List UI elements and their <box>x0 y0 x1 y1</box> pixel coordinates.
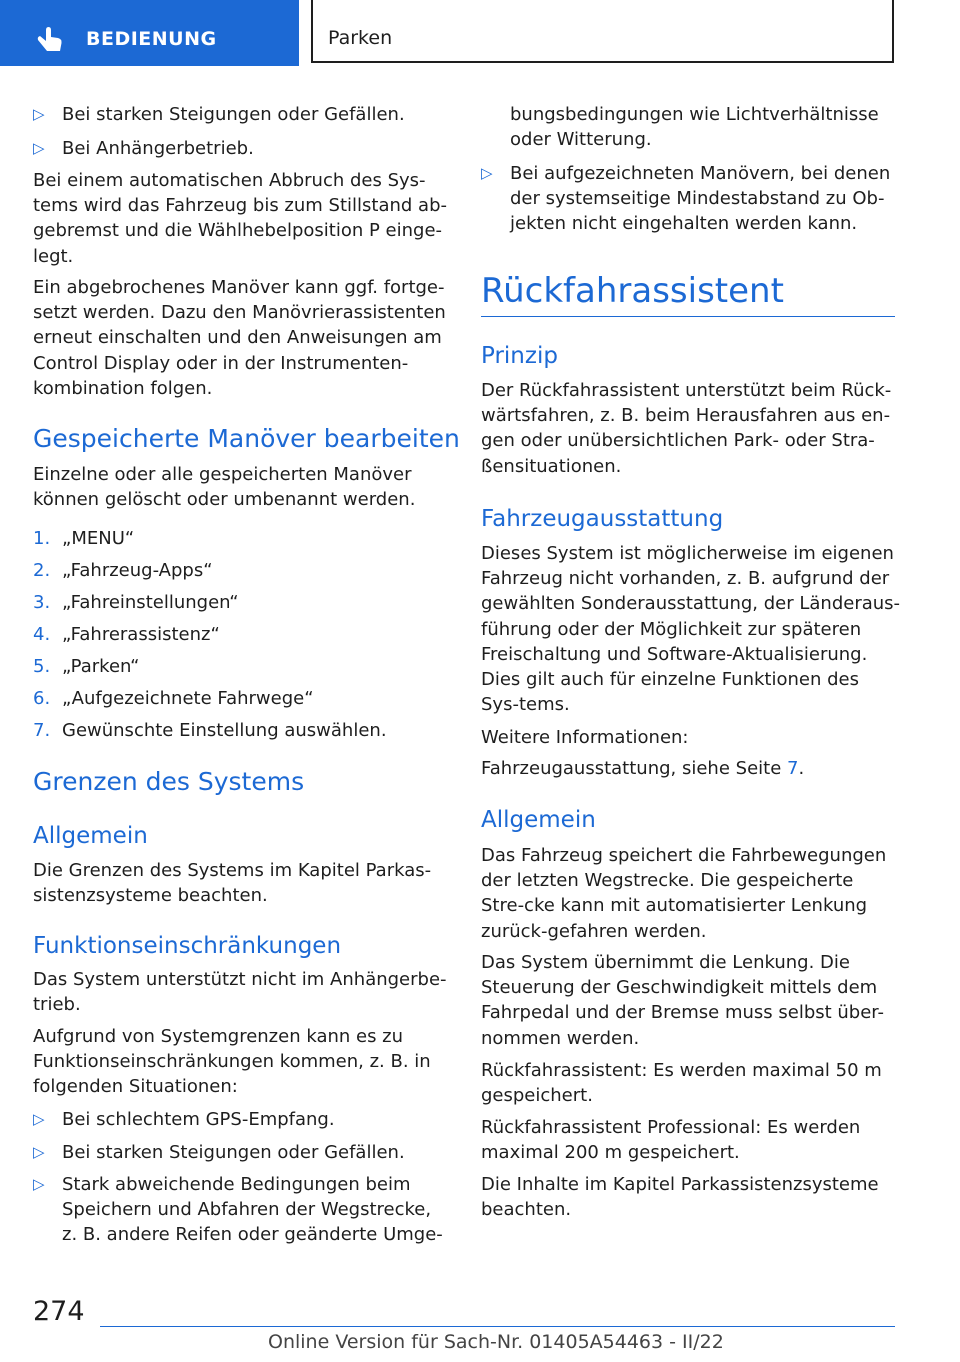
heading-general: Allgemein <box>33 823 148 849</box>
chapter-tab-parken <box>311 0 894 63</box>
paragraph: Rückfahrassistent: Es werden maximal 50 m gespeichert. <box>481 1060 882 1107</box>
section-label: BEDIENUNG <box>86 28 217 50</box>
paragraph: Das Fahrzeug speichert die Fahrbewegungen der letzten Wegstrecke. Die gespeicherte Stre-cke kann mit automatisierter Lenkung zurück-gefahren werden. <box>481 845 887 942</box>
chapter-label: Parken <box>328 27 393 49</box>
heading-system-limits: Grenzen des Systems <box>33 767 305 796</box>
paragraph: Weitere Informationen: <box>481 727 689 748</box>
triangle-bullet-icon: ▷ <box>33 105 45 123</box>
paragraph: Die Grenzen des Systems im Kapitel Parkas-sistenzsysteme beachten. <box>33 860 432 907</box>
paragraph: Der Rückfahrassistent unterstützt beim Rück-wärtsfahren, z. B. beim Herausfahren aus en-gen oder unübersichtlichen Park- oder Stra-ßensituationen. <box>481 380 892 477</box>
triangle-bullet-icon: ▷ <box>33 1143 45 1161</box>
heading-saved-maneuvers: Gespeicherte Manöver bearbeiten <box>33 424 460 453</box>
heading-vehicle-equipment: Fahrzeugausstattung <box>481 506 724 532</box>
paragraph: Das System unterstützt nicht im Anhängerbe-trieb. <box>33 969 447 1016</box>
triangle-bullet-icon: ▷ <box>33 1175 45 1193</box>
paragraph: Ein abgebrochenes Manöver kann ggf. fortge-setzt werden. Dazu den Manövrierassistenten erneut einschalten und den Anweisungen am Control Display oder in der Instrumenten-kombination folgen. <box>33 277 446 399</box>
heading-reverse-assistant: Rückfahrassistent <box>481 271 784 311</box>
heading-principle: Prinzip <box>481 343 558 369</box>
page-number: 274 <box>33 1296 85 1327</box>
heading-general: Allgemein <box>481 807 596 833</box>
page-link[interactable]: 7 <box>787 758 799 779</box>
paragraph: bungsbedingungen wie Lichtverhältnisse oder Witterung. <box>510 104 879 151</box>
page-header <box>0 0 960 66</box>
paragraph: Bei einem automatischen Abbruch des Sys-tems wird das Fahrzeug bis zum Stillstand ab-gebremst und die Wählhebelposition P einge-legt. <box>33 170 447 267</box>
section-tab-bedienung <box>0 0 299 66</box>
paragraph: Die Inhalte im Kapitel Parkassistenzsysteme beachten. <box>481 1174 879 1221</box>
paragraph: Aufgrund von Systemgrenzen kann es zu Funktionseinschränkungen kommen, z. B. in folgenden Situationen: <box>33 1026 431 1098</box>
heading-function-limits: Funktionseinschränkungen <box>33 933 342 959</box>
triangle-bullet-icon: ▷ <box>481 164 493 182</box>
paragraph: Dieses System ist möglicherweise im eigenen Fahrzeug nicht vorhanden, z. B. aufgrund der gewählten Sonderausstattung, der Länderaus-führung oder der Möglichkeit zur späteren Freischaltung und Software-Aktualisierung. Dies gilt auch für einzelne Funktionen des Sys-tems. <box>481 543 901 716</box>
online-version-note: Online Version für Sach-Nr. 01405A54463 - II/22 <box>268 1331 724 1353</box>
paragraph: Rückfahrassistent Professional: Es werden maximal 200 m gespeichert. <box>481 1117 861 1164</box>
footer-divider <box>100 1326 895 1327</box>
triangle-bullet-icon: ▷ <box>33 139 45 157</box>
paragraph: Einzelne oder alle gespeicherten Manöver können gelöscht oder umbenannt werden. <box>33 464 416 511</box>
heading-divider <box>481 316 895 317</box>
hand-pointer-icon <box>36 26 66 52</box>
triangle-bullet-icon: ▷ <box>33 1110 45 1128</box>
paragraph: Das System übernimmt die Lenkung. Die Steuerung der Geschwindigkeit mittels dem Fahrpedal und der Bremse muss selbst über-nommen werden. <box>481 952 885 1049</box>
page-reference: Fahrzeugausstattung, siehe Seite 7. <box>481 758 805 779</box>
